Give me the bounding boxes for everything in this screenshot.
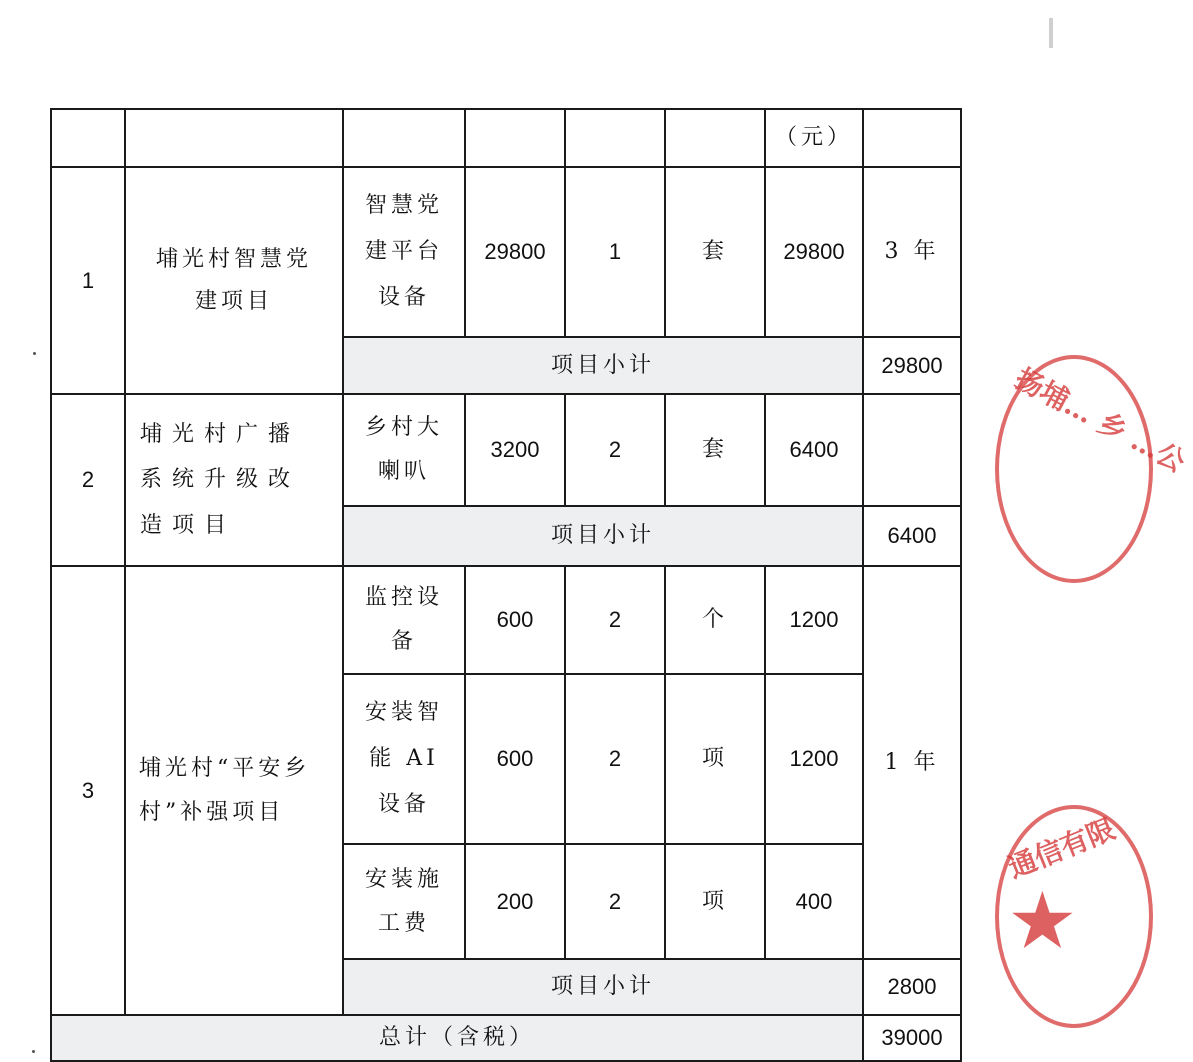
subtotal-label: 项目小计 — [343, 506, 863, 566]
row-number: 3 — [51, 566, 125, 1015]
subtotal-value: 29800 — [863, 337, 961, 394]
total-label: 总计（含税） — [51, 1015, 863, 1061]
table-row — [51, 566, 961, 674]
unit-price: 600 — [465, 566, 565, 674]
subtotal-label: 项目小计 — [343, 337, 863, 394]
amount: 400 — [765, 844, 863, 959]
amount: 1200 — [765, 566, 863, 674]
page-edge-mark — [1049, 18, 1053, 48]
unit: 项 — [665, 844, 765, 959]
row-number: 2 — [51, 394, 125, 566]
quantity: 2 — [565, 844, 665, 959]
item-name-text: 乡村大喇叭 — [364, 415, 443, 484]
official-seal-top — [995, 355, 1191, 583]
row-number: 1 — [51, 167, 125, 394]
quantity: 2 — [565, 566, 665, 674]
scan-speck — [33, 352, 36, 355]
unit-price: 3200 — [465, 394, 565, 506]
unit-price: 200 — [465, 844, 565, 959]
service-period: 3 年 — [863, 167, 961, 337]
seal-star-icon: ★ — [1011, 879, 1074, 962]
project-name — [125, 167, 343, 394]
subtotal-value: 6400 — [863, 506, 961, 566]
amount: 1200 — [765, 674, 863, 844]
scan-speck — [32, 1050, 35, 1053]
quantity: 2 — [565, 674, 665, 844]
quantity: 2 — [565, 394, 665, 506]
project-name — [125, 394, 343, 566]
unit: 项 — [665, 674, 765, 844]
item-name — [343, 167, 465, 337]
amount-unit-label: （元） — [765, 109, 863, 167]
unit: 个 — [665, 566, 765, 674]
item-name — [343, 844, 465, 959]
total-value: 39000 — [863, 1015, 961, 1061]
table-row — [51, 167, 961, 337]
unit: 套 — [665, 394, 765, 506]
project-name-text: 埔光村广播系统升级改造项目 — [140, 422, 301, 538]
project-name-text: 埔光村智慧党建项目 — [155, 246, 312, 314]
quantity: 1 — [565, 167, 665, 337]
seal-text: 通信有限 — [1003, 812, 1120, 885]
official-seal-bottom — [995, 805, 1153, 1028]
item-name-text: 智慧党建平台设备 — [364, 192, 443, 311]
quotation-table — [50, 108, 962, 1062]
amount: 29800 — [765, 167, 863, 337]
item-name-text: 安装施工费 — [364, 866, 443, 936]
table-row — [51, 394, 961, 506]
item-name — [343, 394, 465, 506]
item-name-text: 监控设备 — [364, 585, 443, 654]
amount: 6400 — [765, 394, 863, 506]
subtotal-label: 项目小计 — [343, 959, 863, 1015]
item-name — [343, 566, 465, 674]
unit-price: 600 — [465, 674, 565, 844]
unit-price: 29800 — [465, 167, 565, 337]
item-name-text: 安装智能 AI 设备 — [364, 699, 443, 818]
seal-text: 扬埔… 乡 …公 — [1009, 361, 1191, 479]
service-period: 1 年 — [863, 566, 961, 959]
unit: 套 — [665, 167, 765, 337]
total-row — [51, 1015, 961, 1061]
subtotal-value: 2800 — [863, 959, 961, 1015]
header-row — [51, 109, 961, 167]
project-name-text: 埔光村“平安乡村”补强项目 — [139, 755, 311, 825]
service-period — [863, 394, 961, 506]
item-name — [343, 674, 465, 844]
project-name — [125, 566, 343, 1015]
